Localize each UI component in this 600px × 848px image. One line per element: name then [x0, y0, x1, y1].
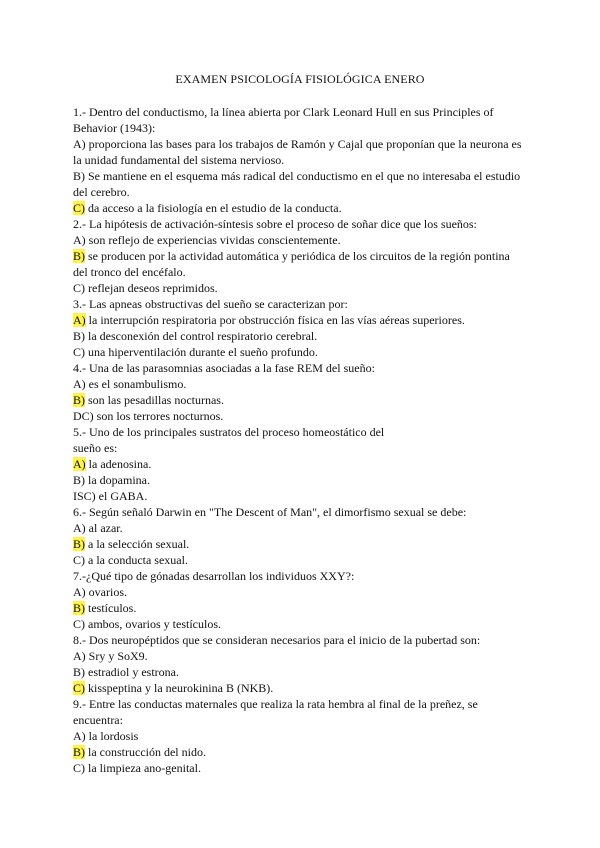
line-text: B) la dopamina.: [73, 473, 150, 487]
answer-line-highlighted: [73, 600, 543, 616]
line-text: DC) son los terrores nocturnos.: [73, 409, 224, 423]
text-line: [73, 104, 543, 120]
line-text: 3.- Las apneas obstructivas del sueño se caracterizan por:: [73, 297, 348, 311]
line-text: C) a la conducta sexual.: [73, 553, 188, 567]
answer-line-highlighted: [73, 248, 543, 264]
text-line: [73, 280, 543, 296]
text-line: [73, 616, 543, 632]
answer-line-highlighted: [73, 392, 543, 408]
line-text: la unidad fundamental del sistema nervioso.: [73, 153, 285, 167]
answer-highlight: A): [73, 457, 86, 471]
line-text: 8.- Dos neuropéptidos que se consideran necesarios para el inicio de la pubertad son:: [73, 633, 481, 647]
answer-line-highlighted: [73, 312, 543, 328]
text-line: [73, 344, 543, 360]
text-line: [73, 440, 543, 456]
line-text: kisspeptina y la neurokinina B (NKB).: [85, 681, 274, 695]
line-text: ISC) el GABA.: [73, 489, 148, 503]
text-line: [73, 328, 543, 344]
text-line: [73, 232, 543, 248]
text-line: [73, 584, 543, 600]
text-line: [73, 184, 543, 200]
answer-highlight: A): [73, 313, 86, 327]
answer-line-highlighted: [73, 680, 543, 696]
line-text: 4.- Una de las parasomnias asociadas a la fase REM del sueño:: [73, 361, 375, 375]
line-text: da acceso a la fisiología en el estudio de la conducta.: [85, 201, 342, 215]
text-line: [73, 408, 543, 424]
text-line: [73, 664, 543, 680]
answer-line-highlighted: [73, 200, 543, 216]
text-line: [73, 376, 543, 392]
line-text: C) una hiperventilación durante el sueño profundo.: [73, 345, 318, 359]
line-text: A) la lordosis: [73, 729, 139, 743]
line-text: C) la limpieza ano-genital.: [73, 761, 201, 775]
line-text: B) la desconexión del control respiratorio cerebral.: [73, 329, 318, 343]
answer-highlight: C): [73, 201, 85, 215]
line-text: 2.- La hipótesis de activación-síntesis sobre el proceso de soñar dice que los sueños:: [73, 217, 477, 231]
answer-highlight: C): [73, 681, 85, 695]
text-line: [73, 712, 543, 728]
line-text: 5.- Uno de los principales sustratos del proceso homeostático del: [73, 425, 385, 439]
line-text: sueño es:: [73, 441, 118, 455]
line-text: A) son reflejo de experiencias vividas conscientemente.: [73, 233, 341, 247]
text-line: [73, 296, 543, 312]
text-line: [73, 568, 543, 584]
line-text: 6.- Según señaló Darwin en "The Descent of Man", el dimorfismo sexual se debe:: [73, 505, 467, 519]
answer-highlight: B): [73, 601, 85, 615]
text-line: [73, 264, 543, 280]
line-text: A) es el sonambulismo.: [73, 377, 187, 391]
text-line: [73, 136, 543, 152]
text-line: [73, 520, 543, 536]
line-text: se producen por la actividad automática y periódica de los circuitos de la región pontina: [85, 249, 510, 263]
answer-line-highlighted: [73, 536, 543, 552]
text-line: [73, 424, 543, 440]
line-text: A) ovarios.: [73, 585, 127, 599]
text-line: [73, 120, 543, 136]
text-line: [73, 632, 543, 648]
line-text: del cerebro.: [73, 185, 130, 199]
line-text: B) Se mantiene en el esquema más radical del conductismo en el que no interesaba el estudio: [73, 169, 521, 183]
text-line: [73, 152, 543, 168]
text-line: [73, 168, 543, 184]
answer-highlight: B): [73, 249, 85, 263]
text-line: [73, 648, 543, 664]
line-text: A) al azar.: [73, 521, 123, 535]
line-text: a la selección sexual.: [85, 537, 190, 551]
text-line: [73, 360, 543, 376]
line-text: la adenosina.: [85, 457, 152, 471]
text-line: [73, 696, 543, 712]
page-title: EXAMEN PSICOLOGÍA FISIOLÓGICA ENERO: [175, 72, 425, 86]
line-text: Behavior (1943):: [73, 121, 156, 135]
line-text: C) reflejan deseos reprimidos.: [73, 281, 218, 295]
text-line: [73, 472, 543, 488]
text-line: [73, 728, 543, 744]
line-text: testículos.: [85, 601, 137, 615]
answer-highlight: B): [73, 393, 85, 407]
answer-line-highlighted: [73, 744, 543, 760]
line-text: 7.-¿Qué tipo de gónadas desarrollan los individuos XXY?:: [73, 569, 355, 583]
text-line: [73, 216, 543, 232]
line-text: encuentra:: [73, 713, 123, 727]
line-text: A) Sry y SoX9.: [73, 649, 148, 663]
line-text: del tronco del encéfalo.: [73, 265, 186, 279]
answer-line-highlighted: [73, 456, 543, 472]
line-text: la interrupción respiratoria por obstrucción física en las vías aéreas superiores.: [85, 313, 465, 327]
line-text: C) ambos, ovarios y testículos.: [73, 617, 221, 631]
text-line: [73, 504, 543, 520]
answer-highlight: B): [73, 745, 85, 759]
text-line: [73, 760, 543, 776]
line-text: B) estradiol y estrona.: [73, 665, 179, 679]
line-text: 9.- Entre las conductas maternales que realiza la rata hembra al final de la preñez, se: [73, 697, 478, 711]
answer-highlight: B): [73, 537, 85, 551]
exam-body: [73, 104, 543, 776]
line-text: la construcción del nido.: [85, 745, 206, 759]
line-text: 1.- Dentro del conductismo, la línea abierta por Clark Leonard Hull en sus Principles of: [73, 105, 494, 119]
text-line: [73, 552, 543, 568]
text-line: [73, 488, 543, 504]
line-text: A) proporciona las bases para los trabajos de Ramón y Cajal que proponían que la neurona es: [73, 137, 522, 151]
line-text: son las pesadillas nocturnas.: [85, 393, 224, 407]
